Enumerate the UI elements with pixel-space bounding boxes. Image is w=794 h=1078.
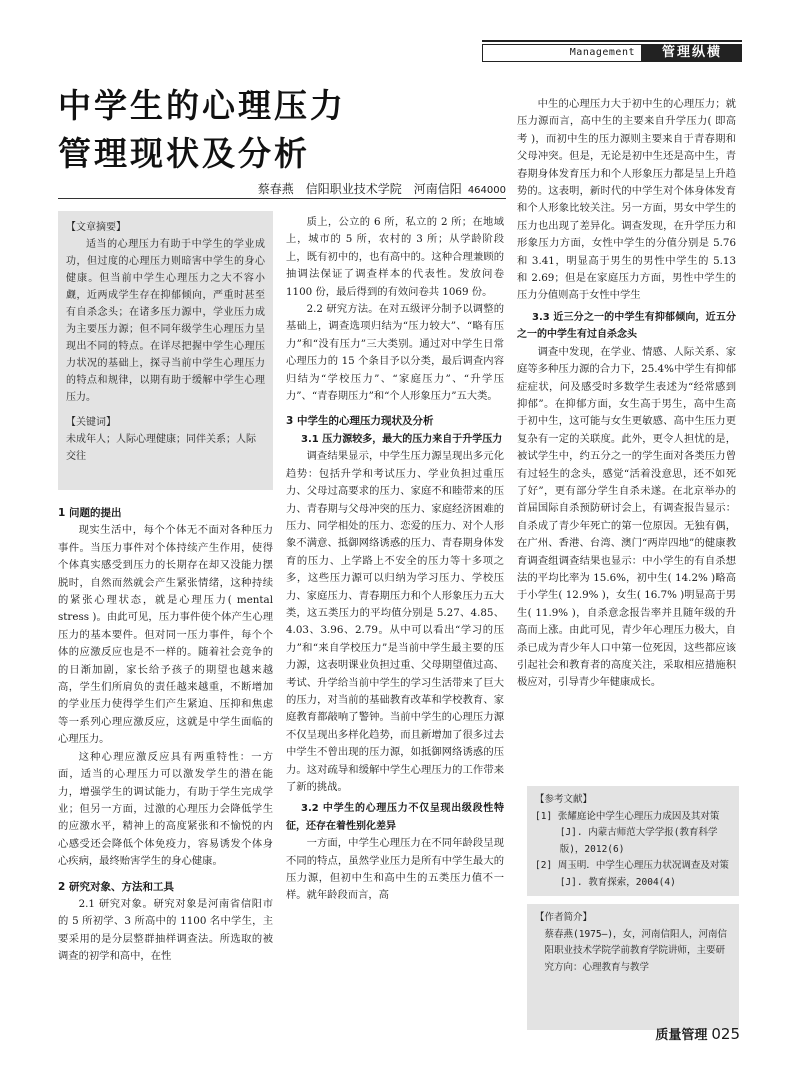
subsection-3-1-title: 3.1 压力源较多，最大的压力来自于升学压力 xyxy=(301,433,503,445)
header-section-cn: 管理纵横 xyxy=(642,44,742,62)
section-2-title: 2 研究对象、方法和工具 xyxy=(58,880,174,893)
header-rule xyxy=(482,40,742,42)
section-3-title: 3 中学生的心理压力现状及分析 xyxy=(286,415,434,428)
page-footer xyxy=(620,1024,740,1043)
byline-rule xyxy=(58,198,506,199)
paragraph: 调查中发现，在学业、情感、人际关系、家庭等多种压力源的合力下，25.4%中学生有抑郁症症状，问及感受时多数学生表述为“经常感到抑郁”。在抑郁方面，女生高于男生，高中生高于初中生，这可能与女生更敏感、高中生压力更复杂有一定的关联度。此外，更令人担忧的是，被试学生中，约五分之一的学生面对各类压力曾有过轻生的念头，感觉“活着没意思，还不如死了好”，更有部分学生自杀未遂。在北京举办的首届国际自杀预防研讨会上，有调查报告显示：自杀成了青少年死亡的第一位原因。无独有偶，在广州、香港、台湾、澳门“两岸四地”的健康教育调查组调查结果也显示：中小学生的有自杀想法的平均比率为 15.6%，初中生( 14.2% )略高于小学生( 12.9% )，女生( 16.7% )明显高于男生( 11.9% )，自杀意念报告率并且随年级的升高而上涨。由此可见，青少年心理压力极大，自杀已成为青少年人口中第一位死因，这些都应该引起社会和教育者的高度关注，采取相应措施积极应对，引导青少年健康成长。 xyxy=(517,345,736,689)
author-line: 蔡春燕 信阳职业技术学院 河南信阳 xyxy=(257,182,462,196)
author-bio-text: 蔡春燕(1975—)，女，河南信阳人，河南信阳职业技术学院学前教育学院讲师，主要研究方向：心理教育与教学 xyxy=(544,928,728,973)
section-1-title: 1 问题的提出 xyxy=(58,507,122,519)
reference-item: [2] 周玉明．中学生心理压力状况调查及对策 [J]. 教育探索，2004(4) xyxy=(535,860,729,888)
column-3 xyxy=(517,96,736,776)
reference-item: [1] 张耀庭论中学生心理压力成因及其对策 [J]. 内蒙古师范大学学报(教育科学版)，2012(6) xyxy=(535,810,720,855)
abstract-heading: 【文章摘要】 xyxy=(66,222,126,233)
abstract-text: 适当的心理压力有助于中学生的学业成功，但过度的心理压力则暗害中学生的身心健康。但当前中学生心理压力之大不容小觑，近两成学生存在抑郁倾向，严重时甚至有自杀念头；在诸多压力源中，学业压力成为主要压力源；但不同年级学生心理压力呈现出不同的特点。在详尽把握中学生心理压力状况的基础上，探寻当前中学生心理压力的特点和规律，以期有助于缓解中学生心理压力。 xyxy=(66,239,265,403)
author-bio-box xyxy=(527,904,739,1030)
author-byline xyxy=(130,180,506,197)
paragraph: 这种心理应激反应具有两重特性：一方面，适当的心理压力可以激发学生的潜在能力，增强学生的调试能力，有助于学生完成学业；但另一方面，过激的心理压力会降低学生的应激水平，精神上的高度紧张和不愉悦的内心感受还会降低个体免疫力，容易诱发个体身心疾病，最终贻害学生的身心健康。 xyxy=(58,750,273,868)
author-bio-heading: 【作者简介】 xyxy=(535,912,593,923)
paragraph: 一方面，中学生心理压力在不同年龄段呈现不同的特点，虽然学业压力是所有中学生最大的压力源，但初中生和高中生的五类压力值不一样。就年龄段而言，高 xyxy=(286,837,504,902)
paragraph: 2.1 研究对象。研究对象是河南省信阳市的 5 所初学、3 所高中的 1100 名中学生，主要采用的是分层整群抽样调查法。所选取的被调查的初学和高中，在性 xyxy=(58,897,273,963)
paragraph: 现实生活中，每个个体无不面对各种压力事件。当压力事件对个体持续产生作用，使得个体真实感受到压力的长期存在却又没能力摆脱时，自然而然就会产生紧张情绪，这种持续的紧张心理状态，就是心理压力( mental stress )。由此可见，压力事件使个体产生心理压力的基本要件。但对同一压力事件，每个个体的应激反应也是不一样的。随着社会竞争的的日渐加剧，家长给予孩子的期望也越来越高，学生们所肩负的责任越来越重，不断增加的学业压力使得学生们产生紧迫、压抑和焦虑等一系列心理应激反应，这就是中学生面临的心理压力。 xyxy=(58,524,284,746)
magazine-name: 质量管理 xyxy=(655,1028,708,1043)
keywords-text: 未成年人；人际心理健康；同伴关系；人际交往 xyxy=(66,434,256,462)
paragraph: 中生的心理压力大于初中生的心理压力；就压力源而言，高中生的主要来自升学压力( 即高考 )，而初中生的压力源则主要来自于青春期和父母冲突。但是，无论是初中生还是高中生，青春期身体发育压力和个人形象压力都是呈上升趋势的。这表明，新时代的中学生对个体身体发育和个人形象比较关注。另一方面，男女中学生的压力也出现了差异化。调查发现，在升学压力和形象压力方面，女性中学生的分值分别是 5.76 和 3.41，明显高于男生的男性中学生的 5.13 和 2.69；但是在家庭压力方面，男性中学生的压力分值则高于女性中学生 xyxy=(517,98,736,302)
references-box xyxy=(527,786,739,896)
column-1 xyxy=(58,501,284,1046)
keywords-heading: 【关键词】 xyxy=(66,417,116,428)
references-heading: 【参考文献】 xyxy=(535,794,593,805)
column-2 xyxy=(286,214,504,1049)
subsection-3-3-title: 3.3 近三分之一的中学生有抑郁倾向，近五分之一的中学生有过自杀念头 xyxy=(517,311,736,341)
paragraph: 2.2 研究方法。在对五级评分制予以调整的基础上，调查选项归结为“压力较大”、“略有压力”和“没有压力”三大类别。通过对中学生日常心理压力的 15 个条目予以分类，最后调查内容归结为“学校压力”、“家庭压力”、“升学压力”、“青春期压力”和“个人形象压力”五大类。 xyxy=(286,303,504,403)
page-number: 025 xyxy=(711,1025,740,1043)
abstract-box xyxy=(58,211,273,490)
paragraph: 调查结果显示，中学生压力源呈现出多元化趋势：包括升学和考试压力、学业负担过重压力、父母过高要求的压力、家庭不和睦带来的压力、青春期与父母冲突的压力、家庭经济困难的压力、同学相处的压力、恋爱的压力、对个人形象不满意、抵御网络诱惑的压力、青春期身体发育的压力、上学路上不安全的压力等十多项之多，这些压力源可以归纳为学习压力、学校压力、家庭压力、青春期压力和个人形象压力五大类，这五类压力的平均值分别是 5.27、4.85、4.03、3.96、2.79。从中可以看出“学习的压力”和“来自学校压力”是当前中学生最主要的压力源，这表明课业负担过重、父母期望值过高、考试、升学给当前中学生的学习生活带来了巨大的压力，对当前的基础教育改革和学校教育、家庭教育都敲响了警钟。当前中学生的心理压力源不仅呈现出多样化趋势，而且新增加了很多过去中学生不曾出现的压力源，如抵御网络诱惑的压力。这对疏导和缓解中学生心理压力的工作带来了新的挑战。 xyxy=(286,450,504,793)
postcode: 464000 xyxy=(467,185,506,196)
article-title-line2: 管理现状及分析 xyxy=(58,134,310,173)
subsection-3-2-title: 3.2 中学生的心理压力不仅呈现出级段性特征，还存在着性别化差异 xyxy=(286,803,504,832)
article-title-line1: 中学生的心理压力 xyxy=(58,86,346,125)
paragraph: 质上，公立的 6 所，私立的 2 所；在地域上，城市的 5 所，农村的 3 所；从学龄阶段上，既有初中的，也有高中的。这种合理兼顾的抽调法保证了调查样本的代表性。发放问卷 1100 份，最后得到的有效问卷共 1069 份。 xyxy=(286,216,504,298)
header-section-en: Management xyxy=(482,44,642,62)
